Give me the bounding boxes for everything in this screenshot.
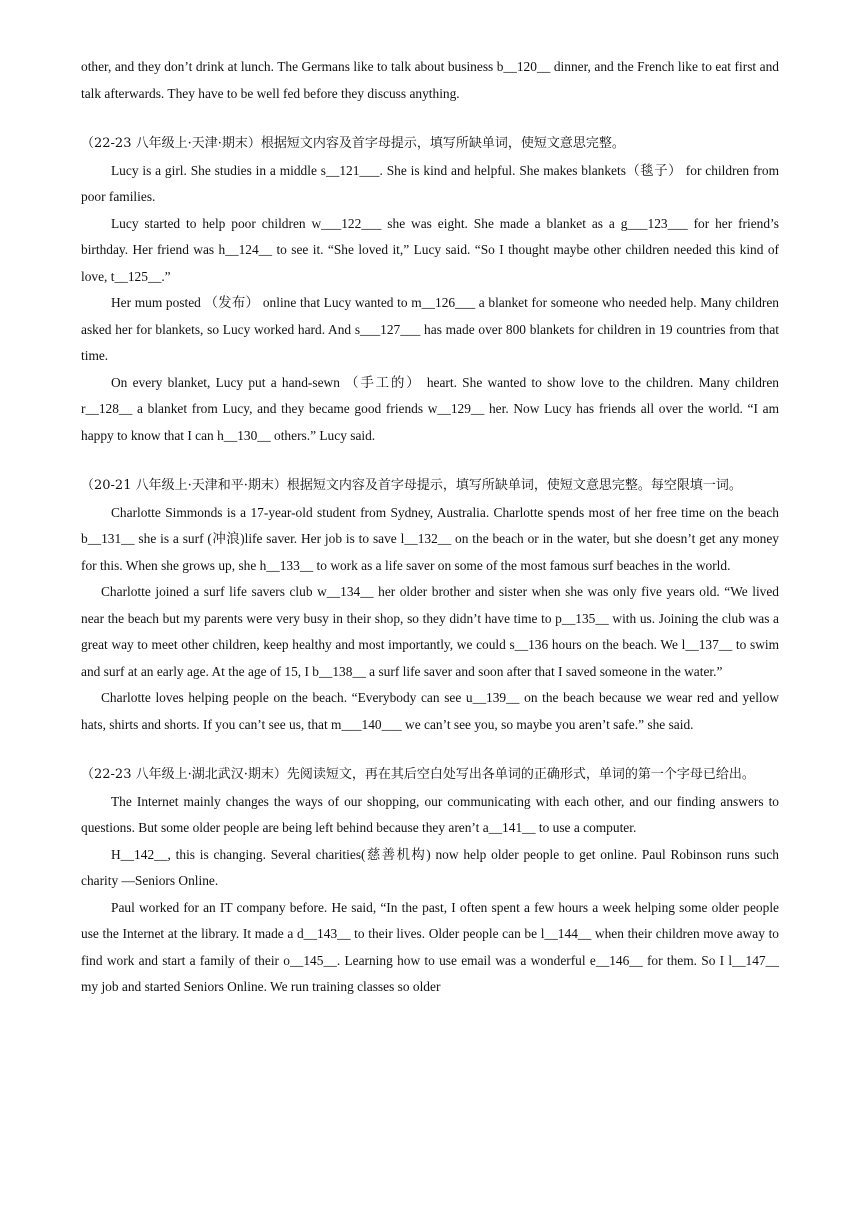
- section-header-3: （22-23 八年级上·湖北武汉·期末）先阅读短文，再在其后空白处写出各单词的正确形式，单词的第一个字母已给出。: [81, 767, 755, 782]
- paragraph: Charlotte Simmonds is a 17-year-old student from Sydney, Australia. Charlotte spends most of her free time on the beach b__131__ she is a surf (冲浪)life saver. Her job is to save l__132__ on the beach or in the water, but she doesn’t get any money for this. When she grows up, she h__133__ to work as a life saver on some of the most famous surf beaches in the world.: [81, 504, 779, 573]
- paragraph: Her mum posted （发布） online that Lucy wanted to m__126___ a blanket for someone who needed help. Many children asked her for blankets, so Lucy worked hard. And s___127___ has made over 800 blankets for children in 19 countries from that time.: [81, 295, 779, 363]
- paragraph: The Internet mainly changes the ways of our shopping, our communicating with each other, and our finding answers to questions. But some older people are being left behind because they aren’t a__141__ to use a computer.: [81, 793, 779, 835]
- paragraph: Charlotte joined a surf life savers club w__134__ her older brother and sister when she was only five years old. “We lived near the beach but my parents were very busy in their shop, so they didn’t have time to p__135__ with us. Joining the club was a great way to meet other children, keep healthy and most importantly, we could s__136 hours on the beach. We l__137__ to swim and surf at an early age. At the age of 15, I b__138__ a surf life saver and soon after that I saved someone in the water.”: [81, 584, 779, 679]
- paragraph: Lucy started to help poor children w___122___ she was eight. She made a blanket as a g___123___ for her friend’s birthday. Her friend was h__124__ to see it. “She loved it,” Lucy said. “So I thought maybe other children needed this kind of love, t__125__.”: [81, 215, 779, 284]
- paragraph: On every blanket, Lucy put a hand-sewn （手工的） heart. She wanted to show love to the children. Many children r__128__ a blanket from Lucy, and they became good friends w__129__ her. Now Lucy has friends all over the world. “I am happy to know that I can h__130__ others.” Lucy said.: [81, 374, 779, 443]
- paragraph: Charlotte loves helping people on the beach. “Everybody can see u__139__ on the beach because we wear red and yellow hats, shirts and shorts. If you can’t see us, that m___140___ we can’t see you, so maybe you aren’t safe.” she said.: [81, 690, 779, 732]
- paragraph-continued: other, and they don’t drink at lunch. The Germans like to talk about business b__120__ dinner, and the French like to eat first and talk afterwards. They have to be well fed before they discuss anything.: [81, 59, 779, 101]
- paragraph: Paul worked for an IT company before. He said, “In the past, I often spent a few hours a week helping some older people use the Internet at the library. It made a d__143__ to their lives. Older people can be l__144__ when their children move away to find work and start a family of their o__145__. Learning how to use email was a wonderful e__146__ for them. So I l__147__ my job and started Seniors Online. We run training classes so older: [81, 899, 779, 994]
- document-page: [81, 54, 779, 1001]
- section-header-1: （22-23 八年级上·天津·期末）根据短文内容及首字母提示，填写所缺单词，使短文意思完整。: [81, 136, 625, 151]
- paragraph: Lucy is a girl. She studies in a middle s__121___. She is kind and helpful. She makes blankets（毯子） for children from poor families.: [81, 162, 779, 204]
- section-header-2: （20-21 八年级上·天津和平·期末）根据短文内容及首字母提示，填写所缺单词，使短文意思完整。每空限填一词。: [81, 478, 742, 493]
- paragraph: H__142__, this is changing. Several charities(慈善机构) now help older people to get online. Paul Robinson runs such charity —Seniors Online.: [81, 846, 779, 888]
